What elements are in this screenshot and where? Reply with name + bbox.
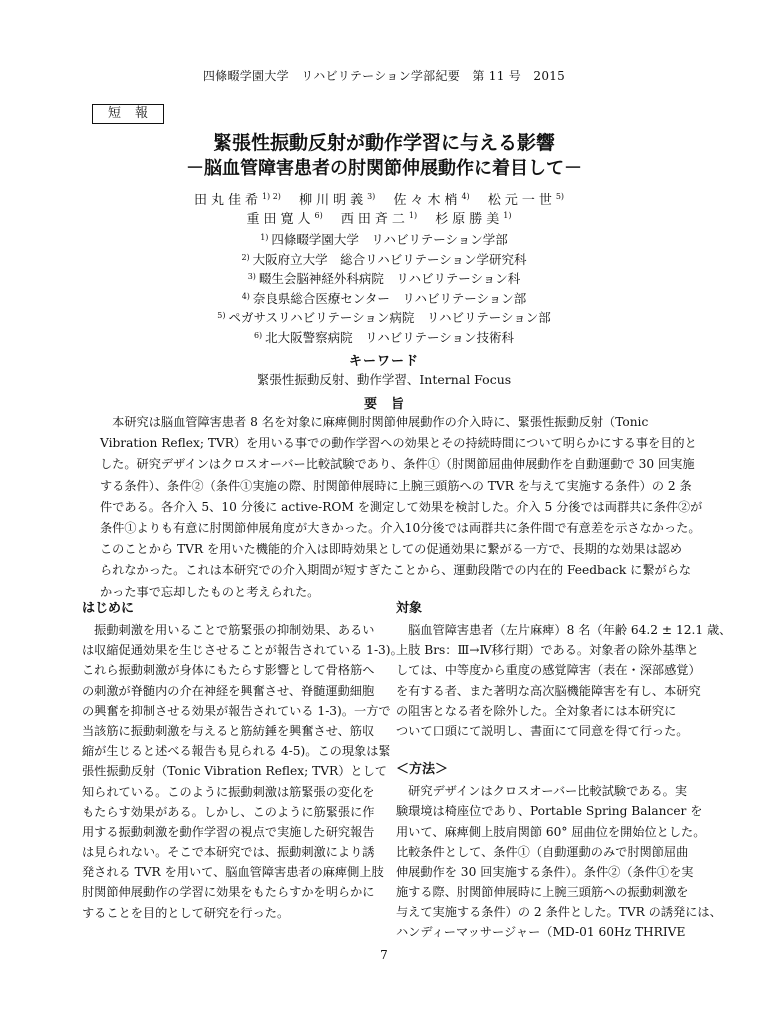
keywords: 緊張性振動反射、動作学習、Internal Focus (256, 372, 512, 387)
affiliation (0, 306, 768, 326)
body-line: の刺激が脊髄内の介在神経を興奮させ、脊髄運動細胞 (82, 683, 375, 698)
author-affil-ref: 4) (461, 192, 470, 201)
abstract (100, 412, 703, 603)
body-line: 験環境は椅座位であり、Portable Spring Balancer を (396, 804, 703, 819)
authors-line-2 (0, 208, 768, 227)
affiliation-text: 北大阪警察病院 リハビリテーション技術科 (265, 329, 515, 345)
author-name: 佐々木梢 (393, 193, 462, 208)
body-line: 脳血管障害患者（左片麻痺）8 名（年齢 64.2 ± 12.1 歳、 (396, 623, 732, 637)
author-affil-ref: 1) (408, 211, 418, 220)
body-line: 当該筋に振動刺激を与えると筋紡錘を興奮させ、筋収 (82, 723, 375, 738)
affiliation (0, 248, 768, 268)
left-column (82, 598, 403, 923)
author-affil-ref: 5) (555, 192, 565, 201)
body-line: の興奮を抑制させる効果が報告されている 1-3)。一方で (82, 703, 391, 718)
journal-header: 四條畷学園大学 リハビリテーション学部紀要 第 11 号 2015 (202, 69, 566, 83)
page-number: 7 (380, 948, 388, 962)
abstract-line: られなかった。これは本研究での介入期間が短すぎたことから、運動段階での内在的 Feedback に繋がらな (100, 563, 692, 578)
body-line: 肘関節伸展動作の学習に効果をもたらすかを明らかに (82, 885, 375, 900)
abstract-line: 条件①よりも有意に肘関節伸展角度が大きかった。介入10分後では両群共に条件間で有意差を示さなかった。 (100, 520, 701, 535)
body-line: は収縮促通効果を生じさせることが報告されている 1-3)。 (82, 643, 403, 658)
author-name: 田丸佳希 (193, 193, 262, 208)
category-label: 短報 (92, 104, 164, 124)
body-line: 知られている。このように振動刺激は筋緊張の変化を (82, 784, 375, 799)
body-line: を有する者、また著明な高次脳機能障害を有し、本研究 (396, 683, 701, 698)
body-line: これら振動刺激が身体にもたらす影響として骨格筋へ (82, 663, 375, 678)
affiliation-number: 4) (241, 291, 250, 301)
author-name: 西田斉二 (340, 212, 409, 227)
body-line: 研究デザインはクロスオーバー比較試験である。実 (396, 784, 688, 799)
section-heading-subjects: 対象 (396, 601, 423, 616)
author-name: 柳川明義 (299, 193, 368, 208)
affiliation (0, 267, 768, 287)
body-line: 伸展動作を 30 回実施する条件）。条件②（条件①を実 (396, 864, 694, 879)
abstract-line: 件である。各介入 5、10 分後に active-ROM を測定して効果を検討した。介入 5 分後では両群共に条件②が (100, 499, 703, 514)
author-affil-ref: 1) (503, 211, 512, 220)
paper-title: 緊張性振動反射が動作学習に与える影響 (212, 132, 555, 154)
affiliation-text: 畷生会脳神経外科病院 リハビリテーション科 (258, 271, 521, 287)
author-name: 杉原勝美 (435, 212, 504, 227)
body-line: 与えて実施する条件）の 2 条件とした。TVR の誘発には、 (396, 905, 722, 920)
body-line: 用する振動刺激を動作学習の視点で実施した研究報告 (82, 824, 375, 839)
paper-subtitle: －脳血管障害患者の肘関節伸展動作に着目して－ (186, 158, 582, 179)
body-line: しては、中等度から重度の感覚障害（表在・深部感覚） (396, 663, 701, 678)
body-line: 振動刺激を用いることで筋緊張の抑制効果、あるい (82, 623, 375, 637)
section-heading-introduction: はじめに (82, 601, 135, 616)
authors-line-1 (0, 189, 768, 208)
abstract-line: このことから TVR を用いた機能的介入は即時効果としての促通効果に繋がる一方で、長期的な効果は認め (100, 542, 683, 557)
body-line: 上肢 Brs：Ⅲ→Ⅳ移行期）である。対象者の除外基準と (396, 643, 699, 658)
section-heading-methods: ＜方法＞ (396, 762, 449, 778)
affiliation-number: 3) (247, 272, 256, 282)
body-line: もたらす効果がある。しかし、このように筋緊張に作 (82, 804, 375, 819)
affiliation-text: 大阪府立大学 総合リハビリテーション学研究科 (252, 251, 527, 267)
abstract-line: した。研究デザインはクロスオーバー比較試験であり、条件①（肘関節屈曲伸展動作を自動運動で 30 回実施 (100, 457, 695, 472)
author-affil-ref: 1) 2) (261, 192, 281, 201)
keywords-heading: キーワード (348, 354, 419, 369)
body-line: 縮が生じると述べる報告も見られる 4-5)。この現象は緊 (82, 744, 391, 759)
body-line: ハンディーマッサージャー（MD-01 60Hz THRIVE (396, 925, 686, 940)
affiliations (0, 228, 768, 346)
abstract-line: 本研究は脳血管障害患者 8 名を対象に麻痺側肘関節伸展動作の介入時に、緊張性振動反射（Tonic (100, 415, 649, 429)
body-line: は見られない。そこで本研究では、振動刺激により誘 (82, 845, 375, 860)
abstract-line: する条件）、条件②（条件①実施の際、肘関節伸展時に上腕三頭筋への TVR を与えて実施する条件）の 2 条 (100, 478, 692, 493)
abstract-line: Vibration Reflex; TVR）を用いる事での動作学習への効果とその持続時間について明らかにする事を目的と (100, 436, 697, 451)
abstract-line: かった事で忘却したものと考えられた。 (100, 584, 320, 599)
body-line: 用いて、麻痺側上肢肩関節 60° 屈曲位を開始位とした。 (396, 824, 706, 839)
body-line: することを目的として研究を行った。 (82, 905, 290, 920)
body-line: 施する際、肘関節伸展時に上腕三頭筋への振動刺激を (396, 885, 689, 900)
body-line: ついて口頭にて説明し、書面にて同意を得て行った。 (396, 723, 689, 738)
affiliation-number: 1) (260, 233, 269, 242)
affiliation (0, 228, 768, 248)
author-name: 松元一世 (487, 193, 556, 208)
abstract-heading: 要旨 (363, 397, 418, 412)
author-name: 重田寛人 (246, 212, 315, 227)
author-affil-ref: 6) (314, 211, 323, 220)
affiliation (0, 326, 768, 346)
affiliation-text: 奈良県総合医療センター リハビリテーション部 (252, 290, 527, 306)
affiliation-number: 2) (241, 252, 250, 262)
body-line: 張性振動反射（Tonic Vibration Reflex; TVR）として (82, 764, 387, 779)
affiliation-number: 5) (217, 311, 226, 321)
body-line: の阻害となる者を除外した。全対象者には本研究に (396, 703, 677, 718)
affiliation-text: ペガサスリハビリテーション病院 リハビリテーション部 (228, 310, 551, 326)
author-affil-ref: 3) (367, 192, 376, 201)
body-line: 比較条件として、条件①（自動運動のみで肘関節屈曲 (396, 844, 689, 859)
body-line: 発される TVR を用いて、脳血管障害患者の麻痺側上肢 (82, 865, 384, 880)
affiliation-number: 6) (253, 330, 263, 340)
right-column (396, 598, 732, 943)
section-spacer (396, 741, 692, 759)
affiliation-text: 四條畷学園大学 リハビリテーション学部 (271, 232, 508, 247)
affiliation (0, 287, 768, 307)
